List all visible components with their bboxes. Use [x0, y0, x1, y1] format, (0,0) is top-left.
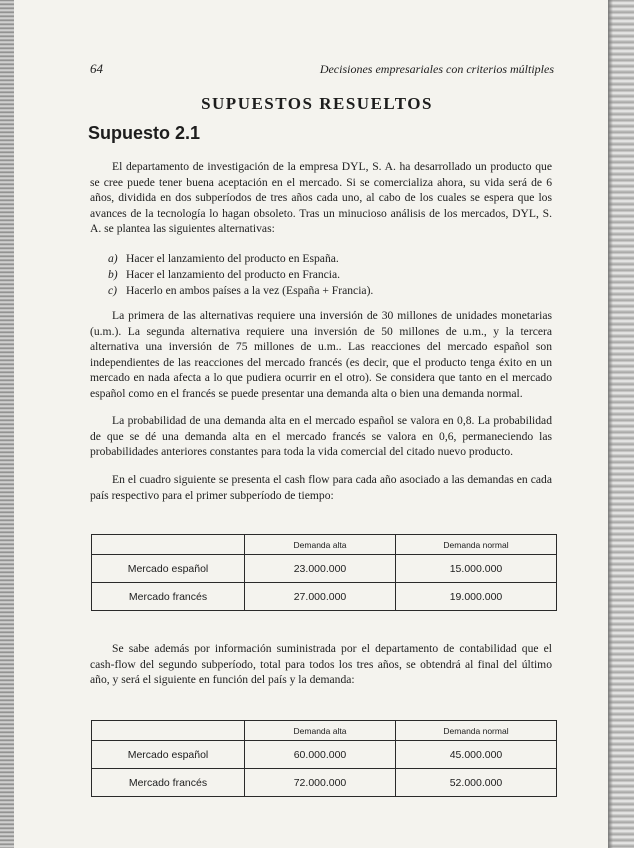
cell-value: 72.000.000: [245, 769, 396, 797]
cell-value: 60.000.000: [245, 741, 396, 769]
table-header-row: [92, 535, 557, 555]
row-label: Mercado español: [92, 741, 245, 769]
row-label: Mercado español: [92, 555, 245, 583]
table-header-row: [92, 721, 557, 741]
column-header-demanda-alta: Demanda alta: [245, 721, 396, 741]
cell-value: 23.000.000: [245, 555, 396, 583]
table-row: [92, 769, 557, 797]
cashflow-table-first-subperiod: [91, 534, 557, 611]
column-header-demanda-normal: Demanda normal: [396, 535, 557, 555]
cashflow-table-second-subperiod: [91, 720, 557, 797]
cell-value: 15.000.000: [396, 555, 557, 583]
page-number: 64: [90, 61, 103, 76]
intro-paragraph: El departamento de investigación de la empresa DYL, S. A. ha desarrollado un producto que se cree puede tener buena aceptación en el mercado. Si se comercializa ahora, su vida será de 6 años, dividida en dos subperíodos de tres años cada uno, al cabo de los cuales se espera que los avances de la tecnología lo hagan obsoleto. Tras un minucioso análisis de los mercados, DYL, S. A. se plantea las siguientes alternativas:: [90, 160, 552, 236]
section-title: SUPUESTOS RESUELTOS: [201, 94, 433, 113]
cell-value: 19.000.000: [396, 583, 557, 611]
cell-value: 52.000.000: [396, 769, 557, 797]
column-header-demanda-normal: Demanda normal: [396, 721, 557, 741]
table-corner: [92, 535, 245, 555]
table-row: [92, 741, 557, 769]
alternative-item: c) Hacerlo en ambos países a la vez (España + Francia).: [108, 284, 374, 297]
cell-value: 27.000.000: [245, 583, 396, 611]
supuesto-title: Supuesto 2.1: [88, 123, 201, 143]
row-label: Mercado francés: [92, 769, 245, 797]
running-title: Decisiones empresariales con criterios múltiples: [319, 62, 554, 76]
probability-paragraph: La probabilidad de una demanda alta en el mercado español se valora en 0,8. La probabilidad de que se dé una demanda alta en el mercado francés se valora en 0,6, permaneciendo las probabilidades anteriores constantes para toda la vida comercial del citado nuevo producto.: [90, 414, 552, 459]
table-row: [92, 555, 557, 583]
investment-paragraph: La primera de las alternativas requiere una inversión de 30 millones de unidades monetarias (u.m.). La segunda alternativa requiere una inversión de 50 millones de u.m., y la tercera alternativa una inversión de 75 millones de u.m.. Las reacciones del mercado español son independientes de las reacciones del mercado francés (es decir, que el producto tenga éxito en un mercado en nada afecta a lo que pudiera ocurrir en el otro). Se considera que tanto en el mercado español como en el francés se puede presentar una demanda alta o bien una demanda normal.: [90, 309, 552, 400]
table-row: [92, 583, 557, 611]
cashflow-intro-paragraph: En el cuadro siguiente se presenta el cash flow para cada año asociado a las demandas en cada país respectivo para el primer subperíodo de tiempo:: [90, 473, 552, 502]
cell-value: 45.000.000: [396, 741, 557, 769]
alternative-item: a) Hacer el lanzamiento del producto en España.: [108, 252, 339, 265]
column-header-demanda-alta: Demanda alta: [245, 535, 396, 555]
row-label: Mercado francés: [92, 583, 245, 611]
table-corner: [92, 721, 245, 741]
alternatives-list: [108, 251, 528, 299]
alternative-item: b) Hacer el lanzamiento del producto en Francia.: [108, 268, 341, 281]
accounting-paragraph: Se sabe además por información suministrada por el departamento de contabilidad que el cash-flow del segundo subperíodo, total para todos los tres años, se obtendrá al final del último año, y será el siguiente en función del país y la demanda:: [90, 642, 552, 687]
